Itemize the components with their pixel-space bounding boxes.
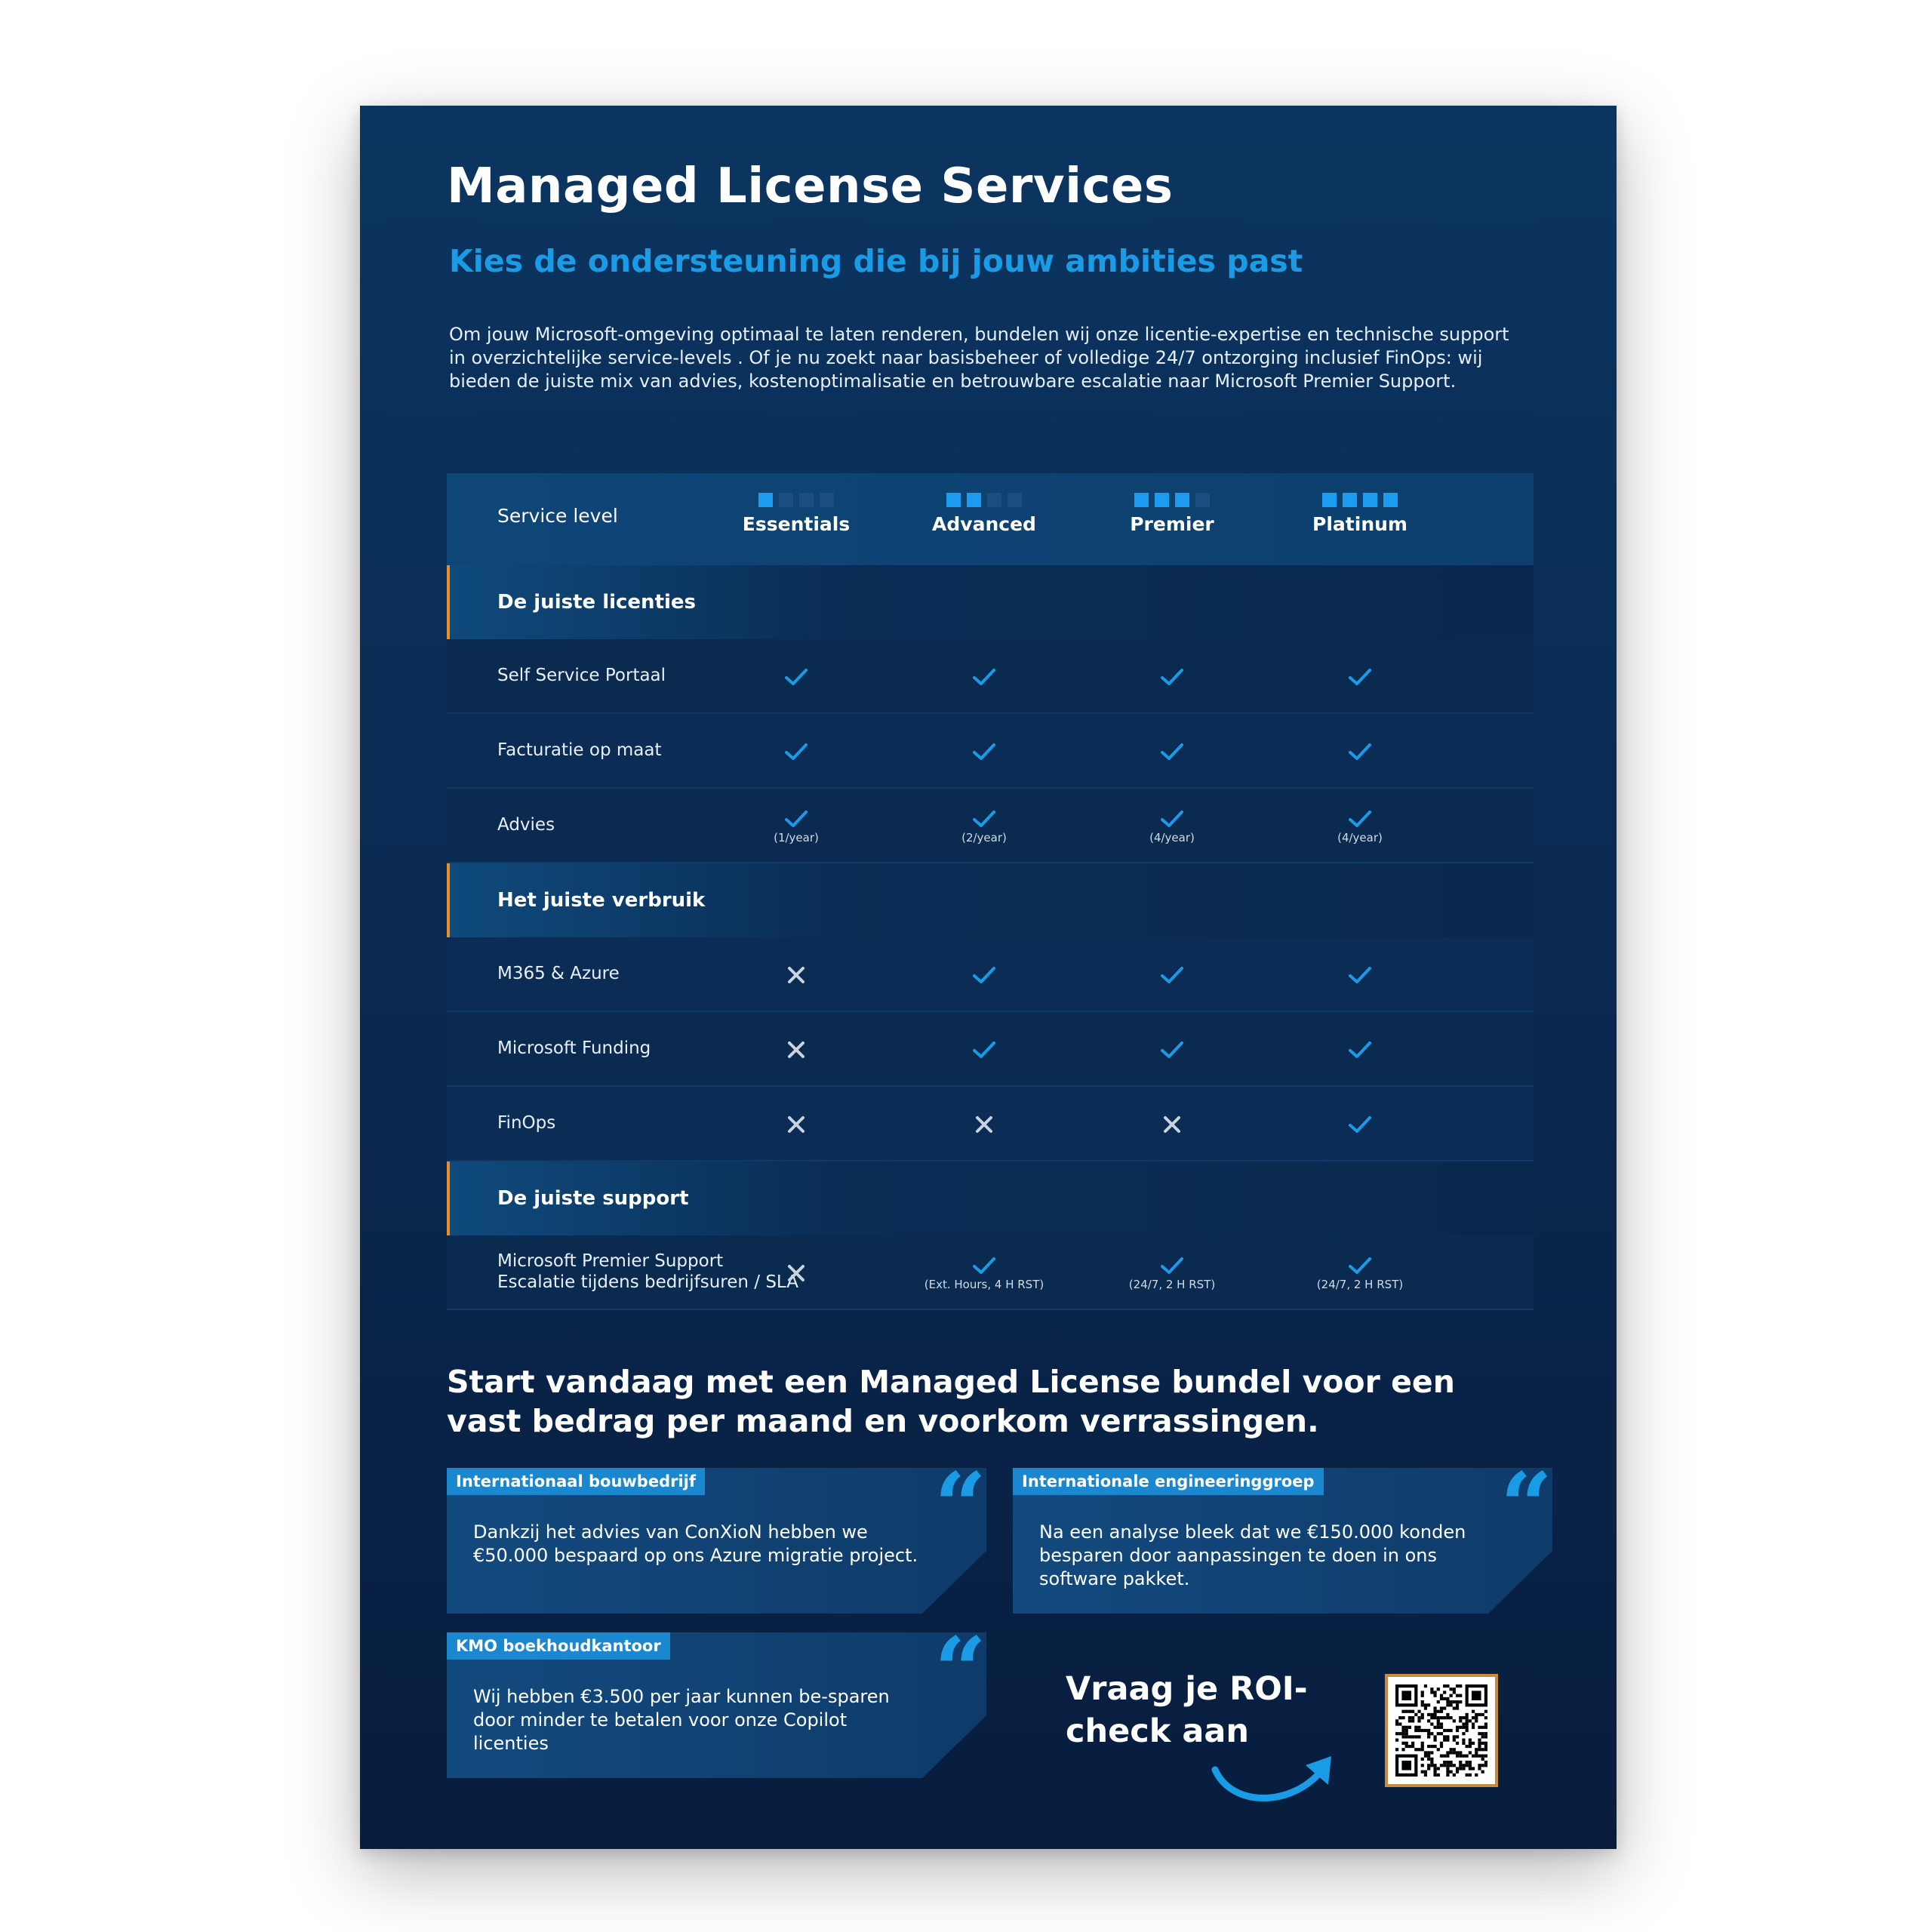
level-square <box>1175 493 1189 507</box>
testimonial-tag: KMO boekhoudkantoor <box>447 1632 670 1660</box>
table-cell <box>706 714 887 789</box>
table-cell <box>1081 789 1263 863</box>
cross-icon <box>785 964 808 986</box>
table-cell <box>894 1235 1075 1310</box>
check-icon <box>1347 964 1373 986</box>
check-icon <box>1347 741 1373 762</box>
roi-line-2: check aan <box>1066 1712 1249 1750</box>
table-cell <box>894 639 1075 714</box>
check-icon <box>1347 1114 1373 1135</box>
level-square <box>1343 493 1357 507</box>
table-cell <box>1269 1087 1451 1161</box>
testimonial-text: Wij hebben €3.500 per jaar kunnen be-sparen door minder te betalen voor onze Copilot licenties <box>473 1686 890 1754</box>
level-square <box>1195 493 1210 507</box>
row-label <box>497 740 661 761</box>
table-cell <box>1269 714 1451 789</box>
level-advanced <box>909 493 1060 535</box>
row-label-line: Escalatie tijdens bedrijfsuren / SLA <box>497 1272 798 1292</box>
table-cell <box>894 714 1075 789</box>
check-icon <box>1347 1255 1373 1276</box>
cell-note: (4/year) <box>1149 830 1195 844</box>
section-title: De juiste licenties <box>497 591 697 614</box>
qr-code-icon[interactable] <box>1385 1674 1498 1787</box>
testimonial-card <box>447 1453 986 1614</box>
table-cell <box>1269 937 1451 1012</box>
table-cell <box>1081 639 1263 714</box>
quote-icon: “ <box>934 1453 986 1559</box>
table-cell <box>894 1012 1075 1087</box>
testimonial-text: Dankzij het advies van ConXioN hebben we €50.000 bespaard op ons Azure migratie project. <box>473 1521 918 1566</box>
cross-icon <box>1161 1113 1183 1136</box>
table-cell <box>706 789 887 863</box>
check-icon <box>1159 1039 1185 1060</box>
intro-paragraph: Om jouw Microsoft-omgeving optimaal te laten renderen, bundelen wij onze licentie-expertise en technische support in overzichtelijke service-levels . Of je nu zoekt naar basisbeheer of volledige 24/7 ontzorging inclusief FinOps: wij bieden de juiste mix van advies, kostenoptimalisatie en betrouwbare escalatie naar Microsoft Premier Support. <box>449 324 1509 392</box>
section-header <box>447 1161 1534 1235</box>
check-icon <box>1347 808 1373 829</box>
header-label: Service level <box>497 505 618 527</box>
table-cell <box>1081 1012 1263 1087</box>
table-cell <box>706 1235 887 1310</box>
table-cell <box>894 1087 1075 1161</box>
testimonial-text: Na een analyse bleek dat we €150.000 konden besparen door aanpassingen te doen in ons software pakket. <box>1039 1521 1466 1589</box>
level-square <box>799 493 814 507</box>
cross-icon <box>785 1262 808 1284</box>
level-premier <box>1097 493 1247 535</box>
row-label <box>497 963 620 984</box>
cell-note: (24/7, 2 H RST) <box>1128 1277 1216 1291</box>
brochure-page <box>360 106 1617 1849</box>
check-icon <box>971 1039 997 1060</box>
curved-arrow-icon <box>1209 1747 1345 1811</box>
check-icon <box>783 741 809 762</box>
table-cell <box>1081 714 1263 789</box>
page-title: Managed License Services <box>447 158 1174 214</box>
table-cell <box>706 1012 887 1087</box>
level-square <box>1134 493 1149 507</box>
table-cell <box>1269 639 1451 714</box>
level-square <box>1008 493 1022 507</box>
check-icon <box>783 666 809 688</box>
level-name: Premier <box>1130 513 1214 535</box>
roi-line-1: Vraag je ROI- <box>1066 1670 1308 1708</box>
level-essentials <box>721 493 872 535</box>
table-row <box>447 1235 1534 1310</box>
check-icon <box>783 808 809 829</box>
table-cell <box>1269 789 1451 863</box>
testimonial-card <box>1013 1453 1552 1614</box>
check-icon <box>1159 741 1185 762</box>
level-square <box>1383 493 1398 507</box>
row-label <box>497 665 666 686</box>
section-title: De juiste support <box>497 1187 689 1210</box>
testimonial-tag: Internationale engineeringgroep <box>1013 1468 1324 1495</box>
cell-note: (4/year) <box>1337 830 1383 844</box>
check-icon <box>971 1255 997 1276</box>
level-name: Essentials <box>742 513 851 535</box>
check-icon <box>971 666 997 688</box>
table-cell <box>894 789 1075 863</box>
table-cell <box>706 937 887 1012</box>
check-icon <box>1159 964 1185 986</box>
row-label <box>497 1112 555 1134</box>
table-row <box>447 639 1534 714</box>
table-cell <box>1081 937 1263 1012</box>
cross-icon <box>785 1038 808 1061</box>
level-square <box>1322 493 1337 507</box>
table-header <box>447 473 1534 565</box>
level-square <box>946 493 961 507</box>
level-indicator <box>721 493 872 507</box>
level-indicator <box>1097 493 1247 507</box>
table-cell <box>1081 1235 1263 1310</box>
table-cell <box>706 639 887 714</box>
page-subtitle: Kies de ondersteuning die bij jouw ambities past <box>449 243 1303 279</box>
row-label-line: Self Service Portaal <box>497 666 666 685</box>
level-name: Advanced <box>932 513 1036 535</box>
row-label <box>497 1038 651 1059</box>
level-square <box>967 493 981 507</box>
table-row <box>447 789 1534 863</box>
section-header <box>447 565 1534 639</box>
level-square <box>987 493 1001 507</box>
row-label-line: M365 & Azure <box>497 964 620 983</box>
cell-note: (1/year) <box>774 830 819 844</box>
level-square <box>1155 493 1169 507</box>
row-label-line: Advies <box>497 815 555 835</box>
table-cell <box>1269 1235 1451 1310</box>
table-row <box>447 714 1534 789</box>
roi-cta[interactable] <box>1066 1668 1322 1752</box>
level-indicator <box>1284 493 1435 507</box>
table-cell <box>1081 1087 1263 1161</box>
cross-icon <box>785 1113 808 1136</box>
testimonial-tag: Internationaal bouwbedrijf <box>447 1468 705 1495</box>
cell-note: (24/7, 2 H RST) <box>1316 1277 1404 1291</box>
cell-note: (2/year) <box>961 830 1007 844</box>
level-platinum <box>1284 493 1435 535</box>
quote-icon: “ <box>934 1617 986 1724</box>
table-cell <box>706 1087 887 1161</box>
check-icon <box>1347 666 1373 688</box>
check-icon <box>971 741 997 762</box>
cell-note: (Ext. Hours, 4 H RST) <box>924 1277 1044 1291</box>
row-label-line: Facturatie op maat <box>497 740 662 760</box>
table-row <box>447 1087 1534 1161</box>
check-icon <box>971 808 997 829</box>
level-square <box>820 493 834 507</box>
table-cell <box>894 937 1075 1012</box>
table-row <box>447 1012 1534 1087</box>
cross-icon <box>973 1113 995 1136</box>
testimonial-card <box>447 1617 986 1778</box>
check-icon <box>971 964 997 986</box>
level-square <box>1363 493 1377 507</box>
row-label-line: Microsoft Funding <box>497 1038 651 1058</box>
table-cell <box>1269 1012 1451 1087</box>
check-icon <box>1159 1255 1185 1276</box>
check-icon <box>1159 666 1185 688</box>
table-row <box>447 937 1534 1012</box>
level-square <box>779 493 793 507</box>
quote-icon: “ <box>1500 1453 1552 1559</box>
check-icon <box>1159 808 1185 829</box>
section-title: Het juiste verbruik <box>497 889 706 912</box>
level-square <box>758 493 773 507</box>
row-label-line: Microsoft Premier Support <box>497 1251 724 1271</box>
section-header <box>447 863 1534 937</box>
service-level-table <box>447 473 1534 1310</box>
row-label <box>497 814 555 835</box>
call-to-action: Start vandaag met een Managed License bundel voor een vast bedrag per maand en voorkom verrassingen. <box>447 1364 1455 1439</box>
level-name: Platinum <box>1312 513 1407 535</box>
row-label-line: FinOps <box>497 1113 556 1133</box>
check-icon <box>1347 1039 1373 1060</box>
level-indicator <box>909 493 1060 507</box>
